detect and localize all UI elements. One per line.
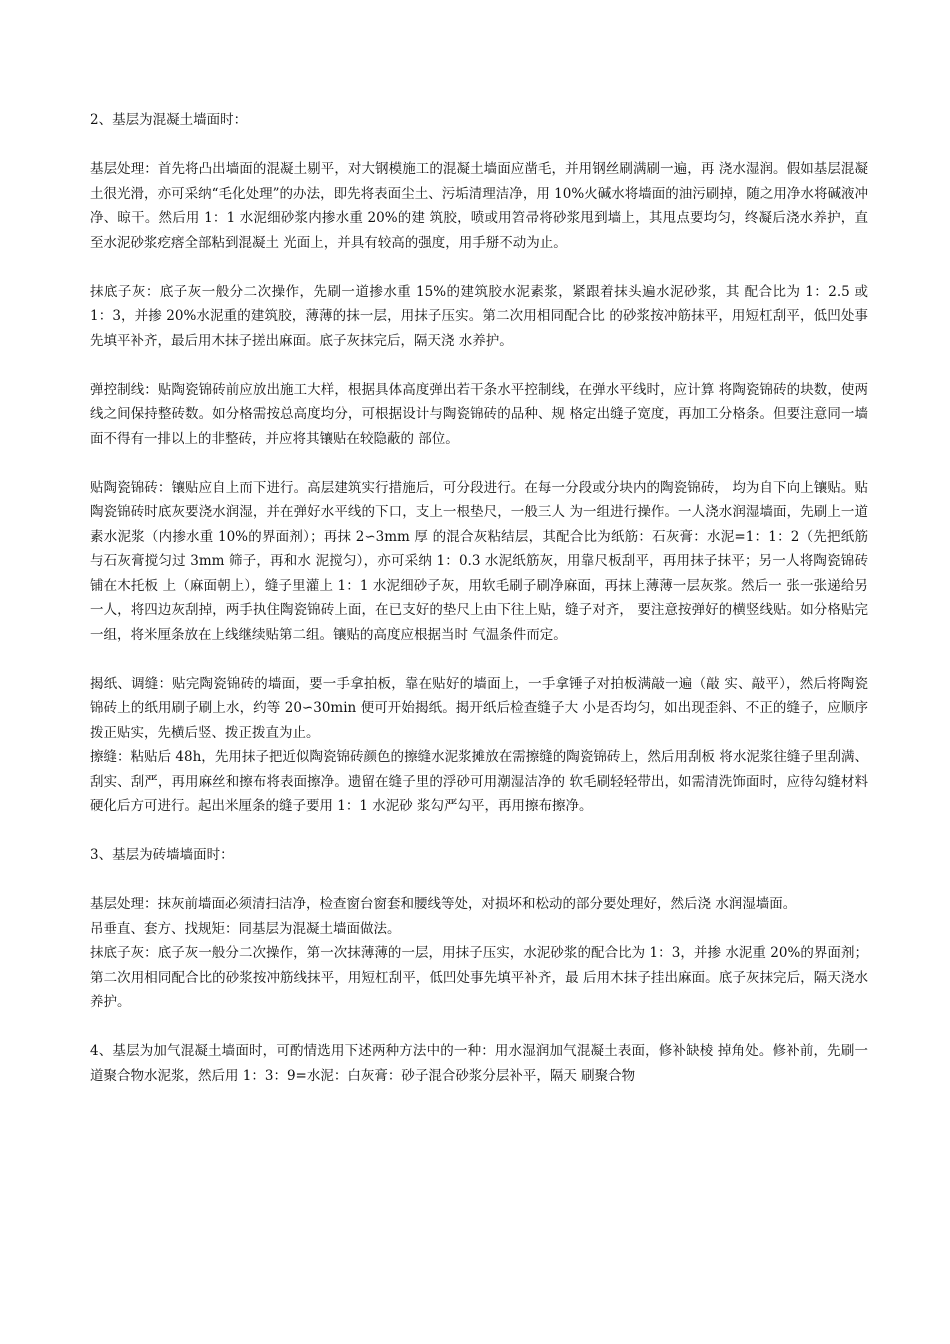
para-brick-base-coat: 抹底子灰：底子灰一般分二次操作，第一次抹薄薄的一层，用抹子压实，水泥砂浆的配合比为 1：3，并掺 水泥重 20%的界面剂；第二次用相同配合比的砂浆按冲筋线抹平，用短杠刮平，低凹处事先填平补齐，最 后用木抹子挂出麻面。底子灰抹完后，隔天浇水养护。 xyxy=(90,945,868,1010)
paragraph-gap xyxy=(90,647,868,672)
document-page xyxy=(90,108,868,1088)
paragraph-gap xyxy=(90,451,868,476)
para-brick-base-treatment: 基层处理：抹灰前墙面必须清扫洁净，检查窗台窗套和腰线等处，对损坏和松动的部分要处理好，然后浇 水润湿墙面。 xyxy=(90,896,797,912)
para-aerated-concrete: 4、基层为加气混凝土墙面时，可酌情选用下述两种方法中的一种：用水湿润加气混凝土表面，修补缺棱 掉角处。修补前，先刷一道聚合物水泥浆，然后用 1：3：9=水泥：白灰膏：砂子混合砂浆分层补平，隔天 刷聚合物 xyxy=(90,1043,868,1084)
para-control-lines: 弹控制线：贴陶瓷锦砖前应放出施工大样，根据具体高度弹出若干条水平控制线，在弹水平线时，应计算 将陶瓷锦砖的块数，使两线之间保持整砖数。如分格需按总高度均分，可根据设计与陶瓷锦砖的品种、规 格定出缝子宽度，再加工分格条。但要注意同一墙面不得有一排以上的非整砖，并应将其镶贴在较隐蔽的 部位。 xyxy=(90,381,868,447)
paragraph-gap xyxy=(90,819,868,844)
paragraph-gap xyxy=(90,255,868,280)
paragraph-gap xyxy=(90,868,868,893)
para-paper-removal: 揭纸、调缝：贴完陶瓷锦砖的墙面，要一手拿拍板，靠在贴好的墙面上，一手拿锤子对拍板满敲一遍（敲 实、敲平），然后将陶瓷锦砖上的纸用刷子刷上水，约等 20∽30min 便可开始揭纸。揭开纸后检查缝子大 小是否均匀，如出现歪斜、不正的缝子，应顺序拨正贴实，先横后竖、拨正拨直为止。 xyxy=(90,675,868,741)
para-mosaic-tiling: 贴陶瓷锦砖：镶贴应自上而下进行。高层建筑实行措施后，可分段进行。在每一分段或分块内的陶瓷锦砖， 均为自下向上镶贴。贴陶瓷锦砖时底灰要浇水润湿，并在弹好水平线的下口，支上一根垫尺，一般三人 为一组进行操作。一人浇水润湿墙面，先刷上一道素水泥浆（内掺水重 10%的界面剂）；再抹 2∽3mm 厚 的混合灰粘结层，其配合比为纸筋：石灰膏：水泥=1：1：2（先把纸筋与石灰膏搅匀过 3mm 筛子，再和水 泥搅匀），亦可采纳 1：0.3 水泥纸筋灰，用靠尺板刮平，再用抹子抹平；另一人将陶瓷锦砖铺在木托板 上（麻面朝上），缝子里灌上 1：1 水泥细砂子灰，用软毛刷子刷净麻面，再抹上薄薄一层灰浆。然后一 张一张递给另一人，将四边灰刮掉，两手执住陶瓷锦砖上面，在已支好的垫尺上由下往上贴，缝子对齐， 要注意按弹好的横竖线贴。如分格贴完一组，将米厘条放在上线继续贴第二组。镶贴的高度应根据当时 气温条件而定。 xyxy=(90,479,868,643)
paragraph-gap xyxy=(90,1015,868,1040)
paragraph-gap xyxy=(90,353,868,378)
para-grouting: 擦缝：粘贴后 48h，先用抹子把近似陶瓷锦砖颜色的擦缝水泥浆摊放在需擦缝的陶瓷锦砖上，然后用刮板 将水泥浆往缝子里刮满、刮实、刮严，再用麻丝和擦布将表面擦净。遗留在缝子里的浮砂可用潮湿洁净的 软毛刷轻轻带出，如需清洗饰面时，应待勾缝材料硬化后方可进行。起出米厘条的缝子要用 1：1 水泥砂 浆勾严勾平，再用擦布擦净。 xyxy=(90,749,868,814)
para-base-coat: 抹底子灰：底子灰一般分二次操作，先刷一道掺水重 15%的建筑胶水泥素浆，紧跟着抹头遍水泥砂浆，其 配合比为 1：2.5 或 1：3，并掺 20%水泥重的建筑胶，薄薄的抹一层，用抹子压实。第二次用相同配合比 的砂浆按冲筋抹平，用短杠刮平，低凹处事先填平补齐，最后用木抹子搓出麻面。底子灰抹完后，隔天浇 水养护。 xyxy=(90,283,868,349)
para-base-treatment: 基层处理：首先将凸出墙面的混凝土剔平，对大钢模施工的混凝土墙面应凿毛，并用钢丝刷满刷一遍，再 浇水湿润。假如基层混凝土很光滑，亦可采纳“毛化处理”的办法，即先将表面尘土、污垢清理洁净，用 10%火碱水将墙面的油污刷掉，随之用净水将碱液冲净、晾干。然后用 1：1 水泥细砂浆内掺水重 20%的建 筑胶，喷或用笤帚将砂浆甩到墙上，其甩点要均匀，终凝后浇水养护，直至水泥砂浆疙瘩全部粘到混凝土 光面上，并具有较高的强度，用手掰不动为止。 xyxy=(90,161,868,251)
para-plumb-squaring: 吊垂直、套方、找规矩：同基层为混凝土墙面做法。 xyxy=(90,920,401,937)
heading-concrete-wall: 2、基层为混凝土墙面时： xyxy=(90,112,248,128)
paragraph-gap xyxy=(90,133,868,158)
heading-brick-wall: 3、基层为砖墙墙面时： xyxy=(90,847,234,863)
